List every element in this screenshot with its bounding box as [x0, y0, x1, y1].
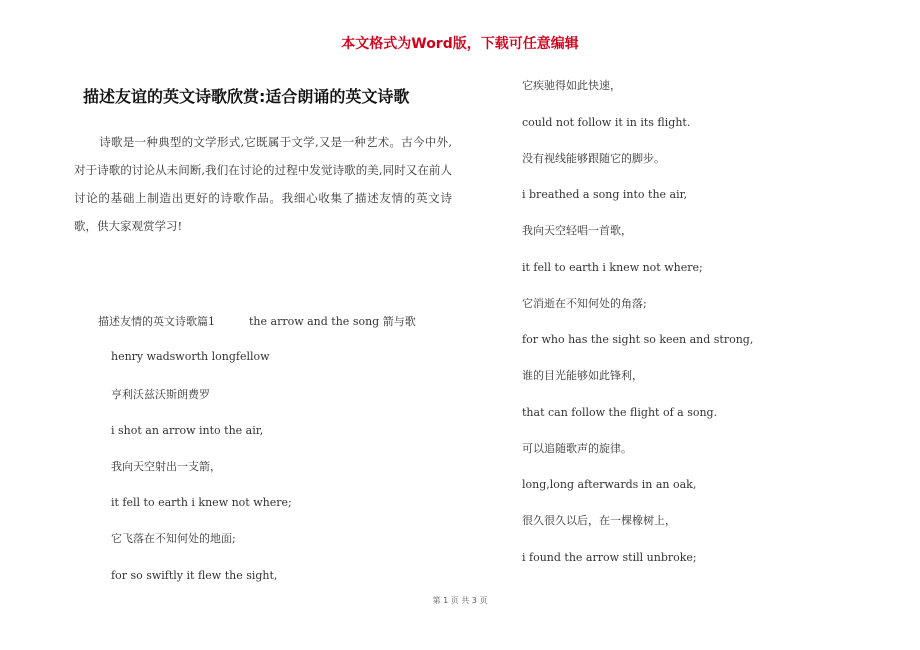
poem-line: could not follow it in its flight.: [522, 116, 691, 129]
poem-heading: [98, 313, 416, 329]
page-number: 第 1 页 共 3 页: [432, 596, 488, 605]
poem-line: i found the arrow still unbroke;: [522, 551, 697, 564]
poem-line: 没有视线能够跟随它的脚步。: [522, 152, 665, 165]
download-banner: 本文格式为Word版，下载可任意编辑: [341, 36, 579, 52]
poem-line: 它消逝在不知何处的角落;: [522, 297, 647, 310]
poem-line: 我向天空射出一支箭，: [111, 460, 221, 473]
poem-line: i breathed a song into the air,: [522, 188, 688, 201]
intro-text: 诗歌是一种典型的文学形式,它既属于文学,又是一种艺术。古今中外,对于诗歌的讨论从未间断,我们在讨论的过程中发觉诗歌的美,同时又在前人讨论的基础上制造出更好的诗歌作品。我细心收集了描述友情的英文诗歌，供大家观赏学习!: [74, 135, 452, 233]
poem-line: henry wadsworth longfellow: [111, 350, 270, 363]
poem-line: that can follow the flight of a song.: [522, 406, 718, 419]
poem-line: for who has the sight so keen and strong,: [522, 333, 754, 346]
poem-line: 很久很久以后，在一棵橡树上，: [522, 514, 676, 527]
poem-line: 它飞落在不知何处的地面;: [111, 532, 236, 545]
poem-line: i shot an arrow into the air,: [111, 424, 264, 437]
poem-section-label: 描述友情的英文诗歌篇1: [98, 315, 215, 328]
poem-title: the arrow and the song 箭与歌: [249, 315, 416, 328]
poem-line: 亨利沃兹沃斯朗费罗: [111, 388, 210, 401]
intro-paragraph: [74, 128, 452, 240]
poem-line: 我向天空轻唱一首歌，: [522, 224, 632, 237]
poem-line: 谁的目光能够如此锋利，: [522, 369, 643, 382]
page-title: 描述友谊的英文诗歌欣赏:适合朗诵的英文诗歌: [83, 87, 410, 106]
poem-line: it fell to earth i knew not where;: [522, 261, 703, 274]
poem-line: 它疾驰得如此快速，: [522, 79, 621, 92]
poem-line: long,long afterwards in an oak,: [522, 478, 697, 491]
poem-line: it fell to earth i knew not where;: [111, 496, 292, 509]
poem-line: for so swiftly it flew the sight,: [111, 569, 278, 582]
poem-line: 可以追随歌声的旋律。: [522, 442, 632, 455]
